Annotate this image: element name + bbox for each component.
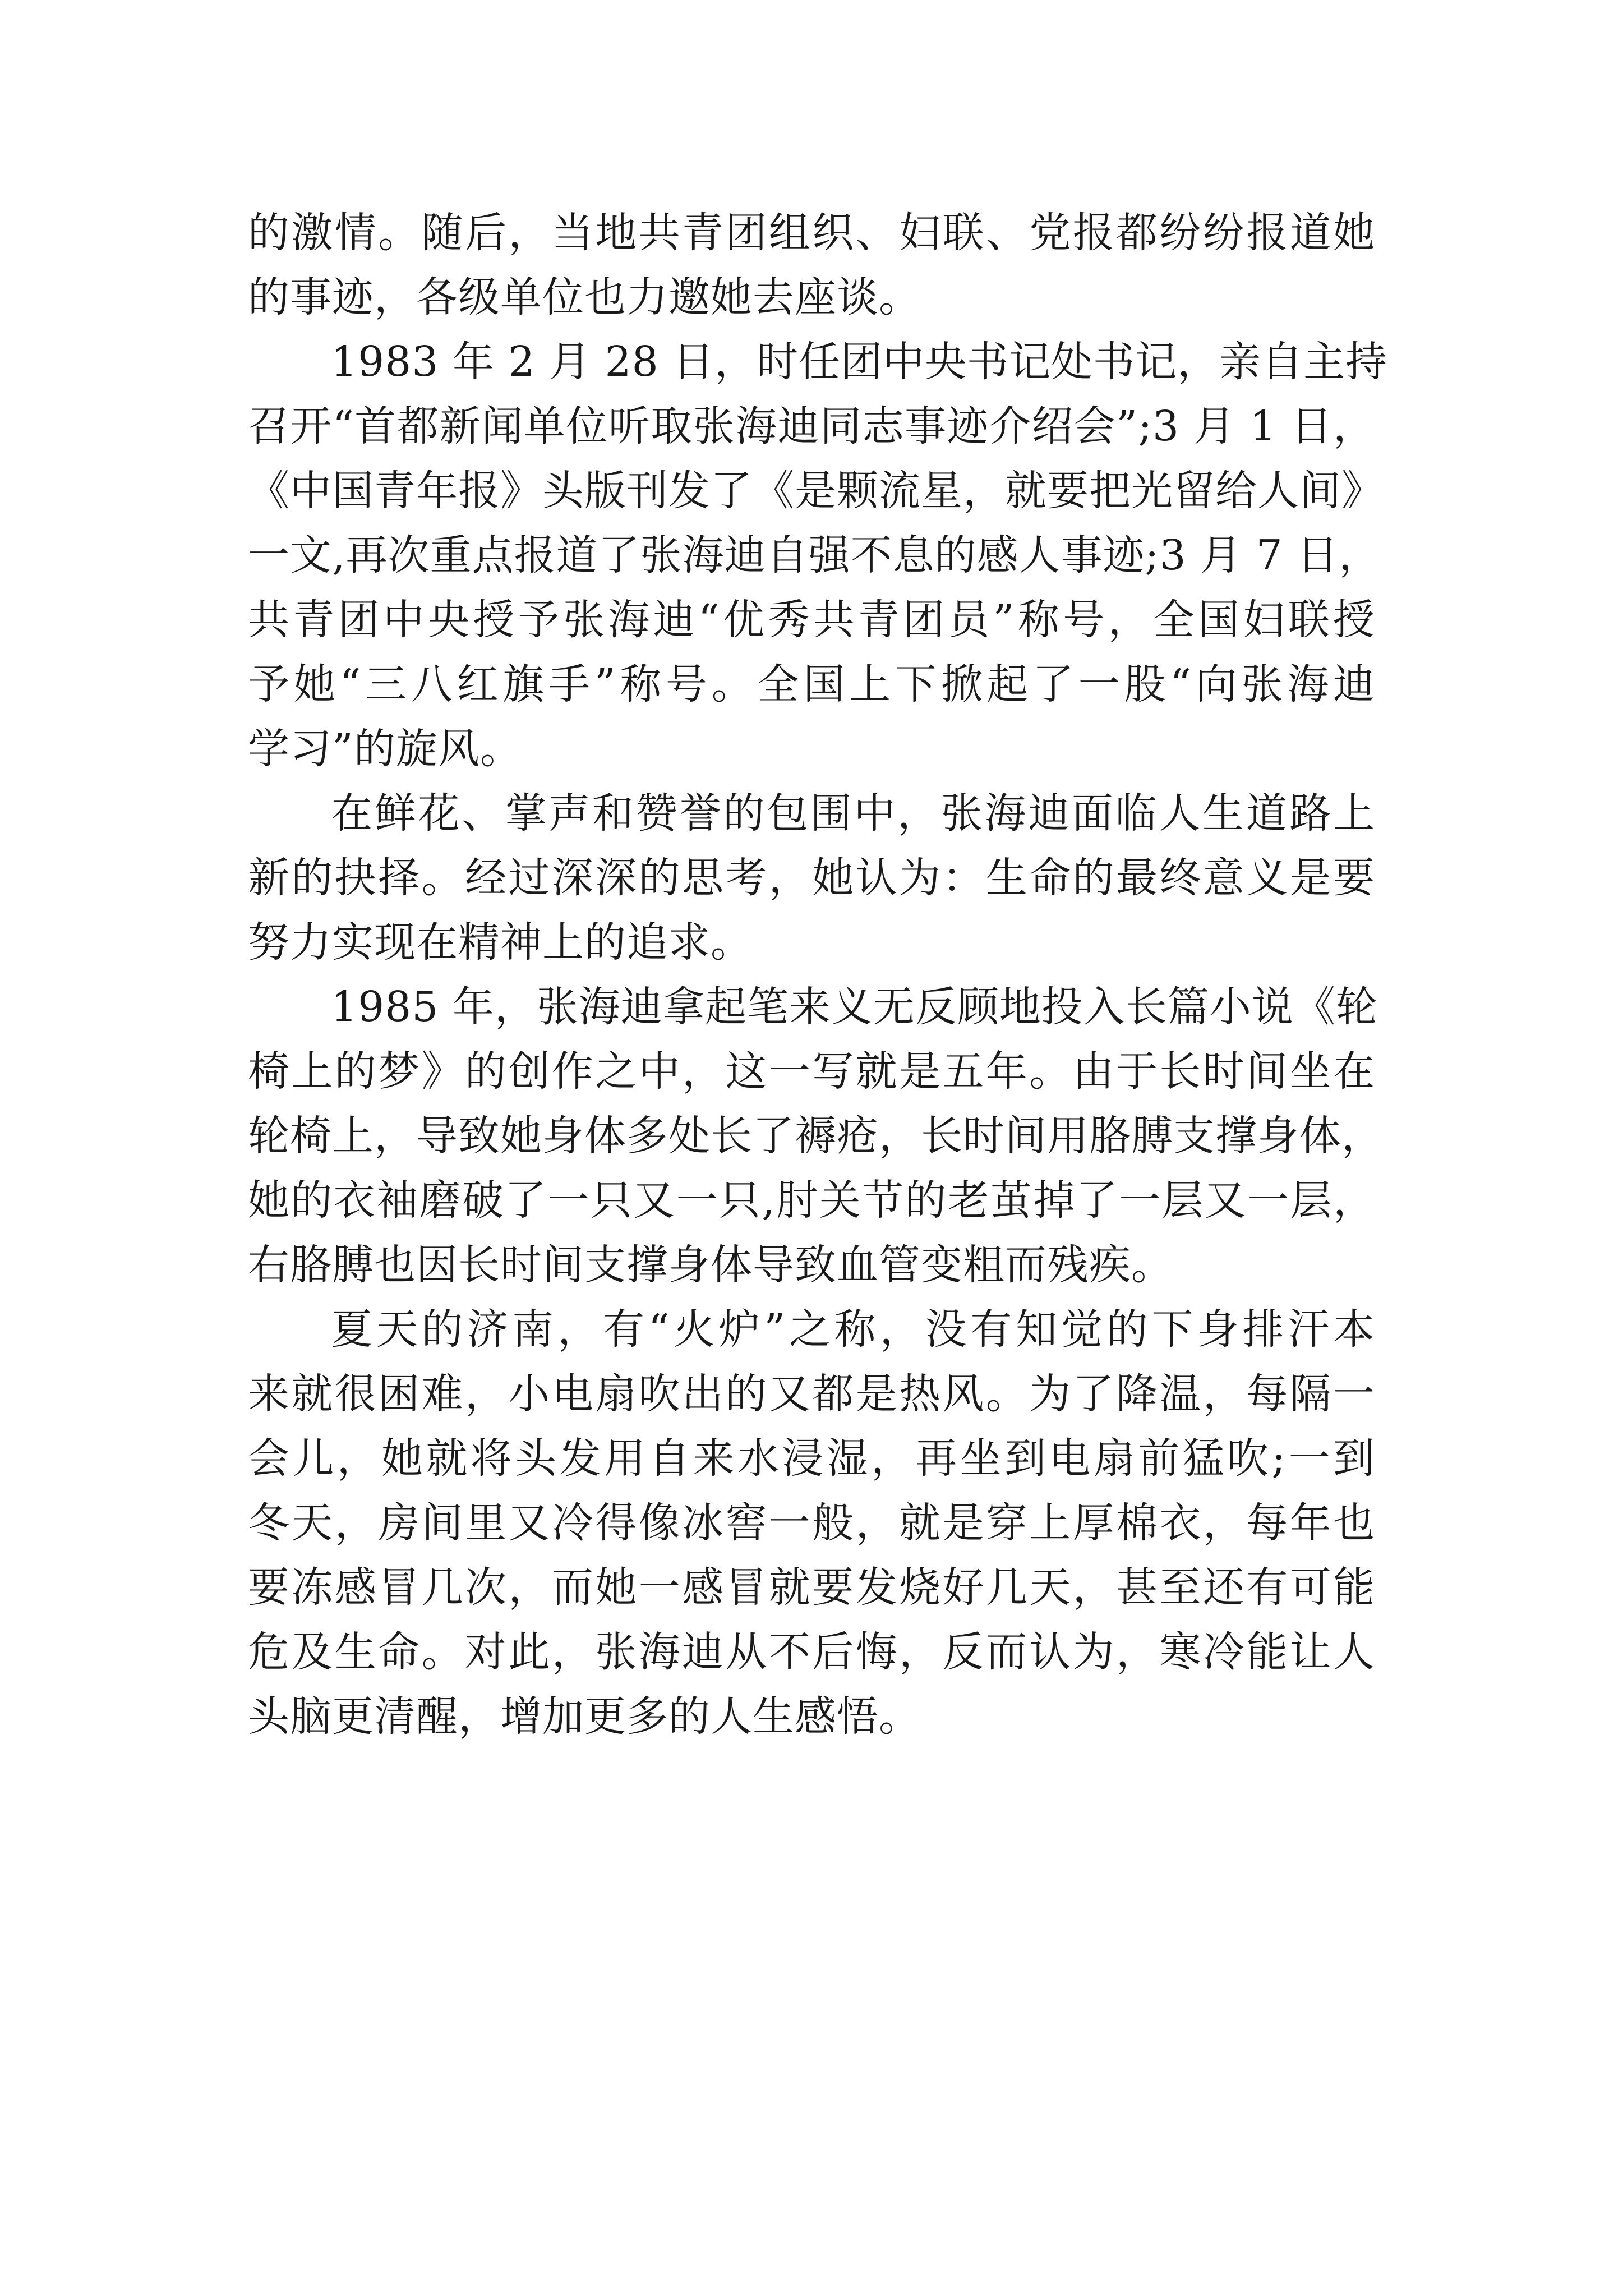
paragraph-first-line: 1983 年 2 月 28 日，时任团中央书记处书记，亲自主持 — [331, 338, 1388, 386]
text-line: 的激情。随后，当地共青团组织、妇联、党报都纷纷报道她 — [248, 209, 1375, 257]
text-line: 轮椅上，导致她身体多处长了褥疮，长时间用胳膊支撑身体， — [248, 1112, 1384, 1160]
text-line: 会儿，她就将头发用自来水浸湿，再坐到电扇前猛吹;一到 — [248, 1434, 1375, 1483]
text-line: 危及生命。对此，张海迪从不后悔，反而认为，寒冷能让人 — [248, 1628, 1375, 1676]
text-line: 右胳膊也因长时间支撑身体导致血管变粗而残疾。 — [248, 1241, 1173, 1289]
text-line: 努力实现在精神上的追求。 — [248, 918, 753, 967]
text-line: 共青团中央授予张海迪“优秀共青团员”称号，全国妇联授 — [248, 596, 1375, 644]
text-line: 一文,再次重点报道了张海迪自强不息的感人事迹;3 月 7 日， — [248, 531, 1381, 579]
text-line: 来就很困难，小电扇吹出的又都是热风。为了降温，每隔一 — [248, 1370, 1375, 1418]
text-line: 她的衣袖磨破了一只又一只,肘关节的老茧掉了一层又一层， — [248, 1176, 1375, 1225]
paragraph-first-line: 在鲜花、掌声和赞誉的包围中，张海迪面临人生道路上 — [331, 789, 1375, 838]
text-line: 学习”的旋风。 — [248, 725, 522, 773]
text-line: 予她“三八红旗手”称号。全国上下掀起了一股“向张海迪 — [248, 660, 1375, 708]
paragraph-first-line: 1985 年，张海迪拿起笔来义无反顾地投入长篇小说《轮 — [331, 983, 1378, 1031]
text-line: 椅上的梦》的创作之中，这一写就是五年。由于长时间坐在 — [248, 1047, 1375, 1096]
text-line: 的事迹，各级单位也力邀她去座谈。 — [248, 273, 921, 321]
paragraph-first-line: 夏天的济南，有“火炉”之称，没有知觉的下身排汗本 — [331, 1305, 1375, 1354]
text-line: 头脑更清醒，增加更多的人生感悟。 — [248, 1692, 921, 1741]
text-line: 《中国青年报》头版刊发了《是颗流星，就要把光留给人间》 — [248, 467, 1384, 515]
text-line: 要冻感冒几次，而她一感冒就要发烧好几天，甚至还有可能 — [248, 1563, 1375, 1612]
body-text — [248, 201, 1388, 1749]
text-line: 召开“首都新闻单位听取张海迪同志事迹介绍会”;3 月 1 日， — [248, 402, 1375, 450]
text-line: 新的抉择。经过深深的思考，她认为：生命的最终意义是要 — [248, 854, 1375, 902]
text-line: 冬天，房间里又冷得像冰窖一般，就是穿上厚棉衣，每年也 — [248, 1499, 1375, 1547]
